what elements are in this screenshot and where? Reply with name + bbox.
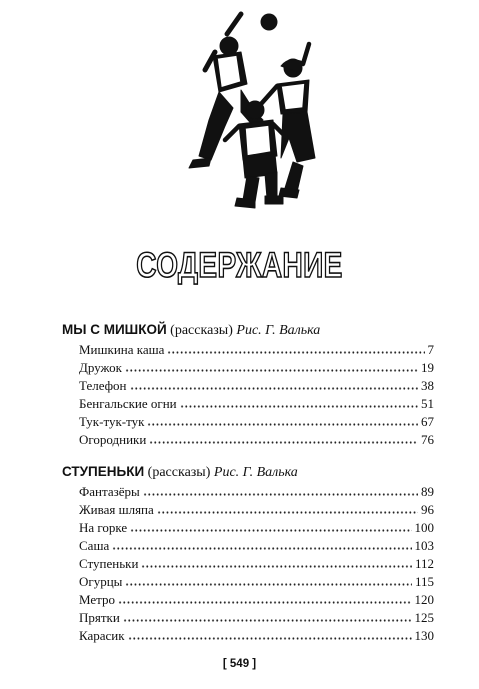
toc-entry [79,628,434,646]
dot-leader [143,493,418,496]
entry-page: 67 [421,414,434,429]
toc-entry [79,484,434,502]
toc-entry [79,414,434,432]
entry-page: 120 [414,592,434,607]
toc-entry [79,432,434,450]
dot-leader [180,405,418,408]
entry-page: 103 [414,538,434,553]
section-illustrator: Рис. Г. Валька [213,465,298,480]
section-name: СТУПЕНЬКИ [62,464,145,479]
dot-leader [157,511,418,514]
entry-page: 96 [421,502,434,517]
entry-page: 130 [414,628,434,643]
dot-leader [130,387,418,390]
toc-entry [79,396,434,414]
toc-entry [79,360,434,378]
entry-title: Фантазёры [79,484,140,499]
dot-leader [123,619,412,622]
entry-page: 51 [421,396,434,411]
entry-title: На горке [79,520,128,535]
toc-entry [79,520,434,538]
section-kind: (рассказы) [170,323,233,338]
page-title: СОДЕРЖАНИЕ [136,246,343,285]
entry-title: Карасик [79,628,125,643]
dot-leader [147,423,418,426]
toc-entry [79,574,434,592]
dot-leader [125,583,412,586]
section-heading [62,462,434,483]
dot-leader [118,601,412,604]
entry-page: 76 [421,432,434,447]
dot-leader [141,565,412,568]
toc-entries [79,484,434,646]
entry-page: 125 [414,610,434,625]
dot-leader [112,547,411,550]
toc-section [62,320,434,450]
entry-title: Дружок [79,360,122,375]
entry-title: Огородники [79,432,147,447]
toc-entries [79,342,434,450]
toc-entry [79,538,434,556]
entry-page: 89 [421,484,434,499]
section-illustrator: Рис. Г. Валька [236,323,321,338]
toc-section [62,462,434,646]
page-number: [ 549 ] [222,658,257,670]
entry-page: 19 [421,360,434,375]
entry-title: Прятки [79,610,120,625]
entry-title: Живая шляпа [79,502,154,517]
entry-title: Мишкина каша [79,342,165,357]
entry-page: 100 [414,520,434,535]
entry-title: Метро [79,592,115,607]
toc-entry [79,592,434,610]
toc-entry [79,378,434,396]
entry-title: Огурцы [79,574,123,589]
entry-title: Саша [79,538,110,553]
dot-leader [125,369,418,372]
dot-leader [149,441,418,444]
dot-leader [128,637,412,640]
entry-page: 7 [427,342,434,357]
entry-title: Тук-тук-тук [79,414,145,429]
section-heading [62,320,434,341]
section-name: МЫ С МИШКОЙ [62,322,167,337]
toc-entry [79,502,434,520]
entry-page: 115 [414,574,434,589]
dot-leader [167,351,424,354]
toc-entry [79,610,434,628]
dot-leader [130,529,411,532]
toc-entry [79,556,434,574]
entry-title: Телефон [79,378,127,393]
entry-title: Бенгальские огни [79,396,177,411]
section-kind: (рассказы) [147,465,211,480]
entry-title: Ступеньки [79,556,139,571]
entry-page: 112 [414,556,434,571]
toc-entry [79,342,434,360]
entry-page: 38 [421,378,434,393]
children-playing-ball-illustration [185,8,325,213]
